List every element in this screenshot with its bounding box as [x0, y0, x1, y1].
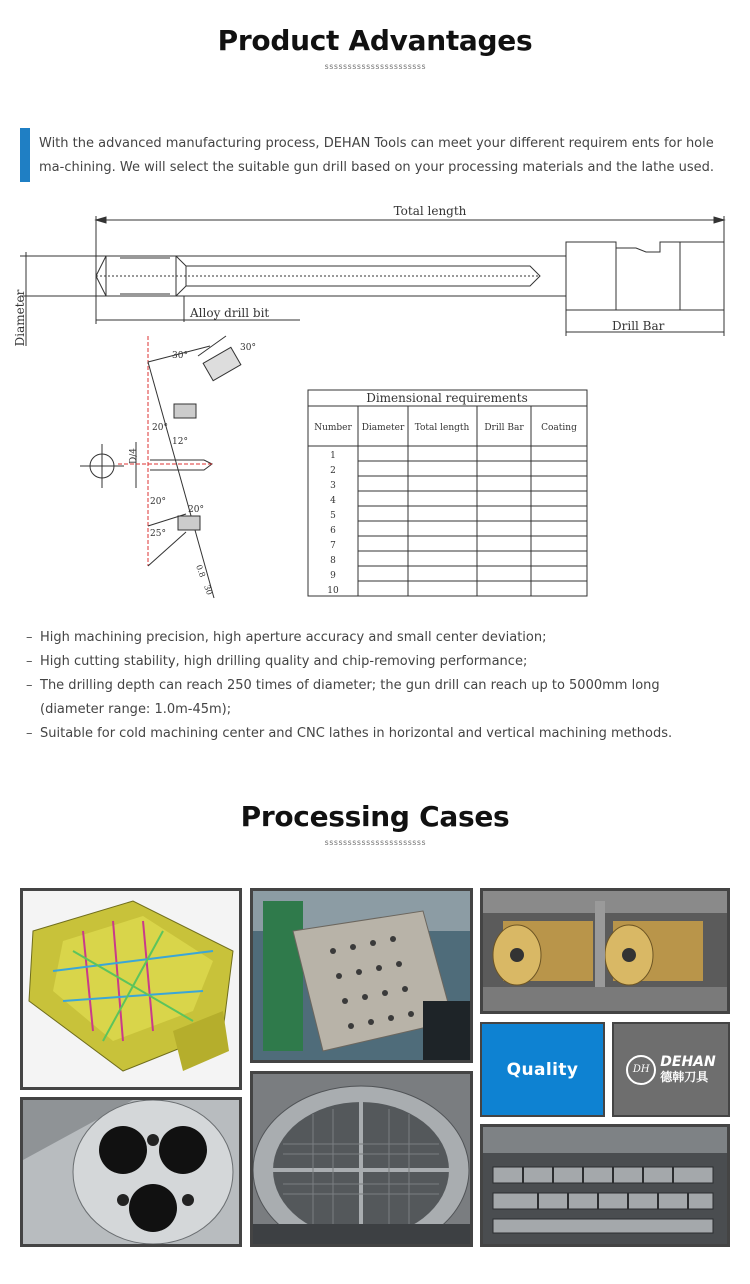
table-header: Number: [314, 423, 352, 433]
table-row-number: 6: [330, 526, 336, 536]
angle-label: 30°: [172, 351, 188, 361]
dehan-brand: DEHAN: [660, 1054, 716, 1070]
case-photo-tube-sheet: [250, 1071, 473, 1247]
table-title: Dimensional requirements: [366, 391, 528, 405]
table-row-number: 2: [330, 466, 336, 476]
table-row-number: 1: [330, 451, 336, 461]
table-header: Drill Bar: [484, 423, 524, 433]
table-row-number: 7: [330, 541, 336, 551]
case-photo-drilled-plate: [250, 888, 473, 1063]
table-row-number: 10: [327, 586, 339, 596]
angle-label: 0.8: [194, 563, 207, 579]
feature-text: High machining precision, high aperture accuracy and small center deviation;: [40, 630, 547, 645]
gun-drill-diagram: [0, 196, 750, 606]
angle-label: 25°: [150, 529, 166, 539]
angle-label: 12°: [172, 437, 188, 447]
table-row-number: 4: [330, 496, 336, 506]
list-dash: –: [26, 630, 33, 645]
dehan-logo-tile: [612, 1022, 730, 1117]
dehan-monogram-icon: [626, 1055, 656, 1085]
table-header: Total length: [414, 423, 470, 433]
feature-item: [24, 626, 724, 650]
dehan-chinese-name: 德韩刀具: [660, 1070, 709, 1084]
total-length-label: Total length: [393, 204, 467, 218]
angle-label: 20°: [152, 423, 168, 433]
table-row-number: 9: [330, 571, 336, 581]
intro-text: With the advanced manufacturing process, DEHAN Tools can meet your different requirem ents for hole ma-chining. We will select the suitable gun drill based on your processing materials and the lathe used.: [39, 136, 714, 175]
feature-item: [24, 674, 724, 722]
intro-accent-bar: [20, 128, 30, 182]
table-row-number: 8: [330, 556, 336, 566]
angle-label: 20°: [188, 505, 204, 515]
feature-text: Suitable for cold machining center and CNC lathes in horizontal and vertical machining methods.: [40, 726, 673, 741]
advantages-title: Product Advantages: [217, 24, 533, 57]
angle-label: 30: [202, 583, 215, 597]
drill-bar-label: Drill Bar: [612, 319, 665, 333]
quality-label: Quality: [506, 1059, 579, 1080]
angle-label: D/4: [129, 448, 139, 464]
intro-block: [20, 128, 720, 182]
diameter-label: Diameter: [13, 289, 27, 347]
case-photo-screw-shafts: [480, 1124, 730, 1247]
case-photo-cad-model: [20, 888, 242, 1090]
table-row-number: 3: [330, 481, 336, 491]
list-dash: –: [26, 726, 33, 741]
table-header: Diameter: [361, 423, 405, 433]
dehan-wordmark: [660, 1054, 715, 1085]
angle-label: 30°: [240, 343, 256, 353]
quality-tile: [480, 1022, 605, 1117]
dimensional-requirements-table: [308, 390, 587, 596]
feature-list: [24, 626, 724, 746]
case-photo-brass-rollers: [480, 888, 730, 1014]
feature-text: The drilling depth can reach 250 times of diameter; the gun drill can reach up to 5000mm long (diameter range: 1.0m-45m);: [40, 678, 660, 717]
cases-title: Processing Cases: [240, 800, 510, 833]
list-dash: –: [26, 678, 33, 693]
feature-item: [24, 722, 724, 746]
advantages-title-ornament: ssssssssssssssssssssss: [324, 62, 426, 71]
list-dash: –: [26, 654, 33, 669]
case-photo-barrel-holes: [20, 1097, 242, 1247]
dehan-monogram: DH: [632, 1064, 650, 1075]
angle-label: 20°: [150, 497, 166, 507]
feature-text: High cutting stability, high drilling quality and chip-removing performance;: [40, 654, 528, 669]
table-row-number: 5: [330, 511, 336, 521]
cases-title-ornament: ssssssssssssssssssssss: [324, 838, 426, 847]
alloy-drill-bit-label: Alloy drill bit: [190, 306, 270, 320]
feature-item: [24, 650, 724, 674]
table-header: Coating: [541, 423, 577, 433]
